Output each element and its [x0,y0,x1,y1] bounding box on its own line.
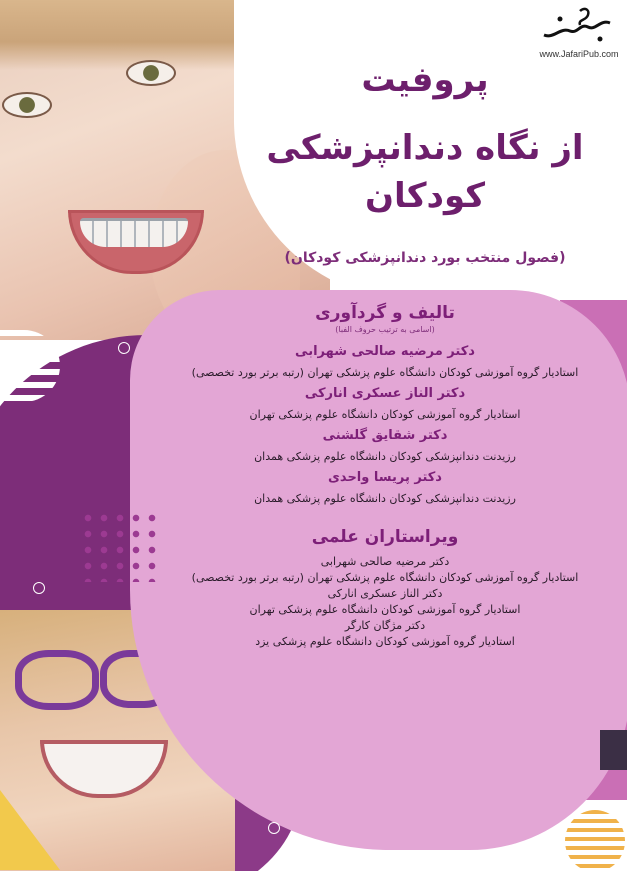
book-title-line2: از نگاه دندانپزشکی کودکان [266,128,584,216]
left-eye-shape [2,92,52,118]
editor-affiliation: استادیار گروه آموزشی کودکان دانشگاه علوم پزشکی تهران [249,603,521,616]
hair-shape [0,0,260,70]
ring-decoration [118,342,130,354]
ring-decoration [33,582,45,594]
ring-decoration [268,822,280,834]
author-name: دکتر مرضیه صالحی شهرابی [295,344,475,359]
editor-name: دکتر مژگان کارگر [344,619,426,632]
authors-note: (اسامی به ترتیب حروف الفبا) [335,325,435,334]
jafaripub-logo-icon [540,5,618,45]
editor-affiliation: استادیار گروه آموزشی کودکان دانشگاه علوم پزشکی یزد [255,635,515,648]
right-eye-shape [126,60,176,86]
author-affiliation: استادیار گروه آموزشی کودکان دانشگاه علوم پزشکی تهران [249,408,521,421]
yellow-triangle-decoration [0,790,60,870]
author-name: دکتر پریسا واحدی [328,470,442,485]
editor-name: دکتر مرضیه صالحی شهرابی [320,555,450,568]
author-name: دکتر الناز عسکری انارکی [304,386,466,401]
credits-block [150,302,620,650]
editor-affiliation: استادیار گروه آموزشی کودکان دانشگاه علوم پزشکی تهران (رتبه برتر بورد تخصصی) [191,571,579,584]
author-affiliation: استادیار گروه آموزشی کودکان دانشگاه علوم پزشکی تهران (رتبه برتر بورد تخصصی) [191,366,579,379]
author-name: دکتر شقایق گلشنی [322,428,448,443]
braces-teeth-shape [80,218,188,247]
book-title: پروفیت [361,60,489,100]
editor-name: دکتر الناز عسکری انارکی [327,587,443,600]
dark-corner-decoration [600,730,627,770]
orange-striped-circle-decoration [565,810,625,871]
glasses-left-lens [15,650,99,710]
authors-heading: تالیف و گردآوری [315,303,455,323]
author-affiliation: رزیدنت دندانپزشکی کودکان دانشگاه علوم پزشکی همدان [254,492,516,505]
book-subtitle: (فصول منتخب بورد دندانپزشکی کودکان) [284,250,566,266]
title-block [240,58,610,266]
author-affiliation: رزیدنت دندانپزشکی کودکان دانشگاه علوم پزشکی همدان [254,450,516,463]
jafaripub-logo [540,5,618,60]
editors-heading: ویراستاران علمی [311,527,459,547]
publisher-url: www.JafariPub.com [539,49,619,59]
